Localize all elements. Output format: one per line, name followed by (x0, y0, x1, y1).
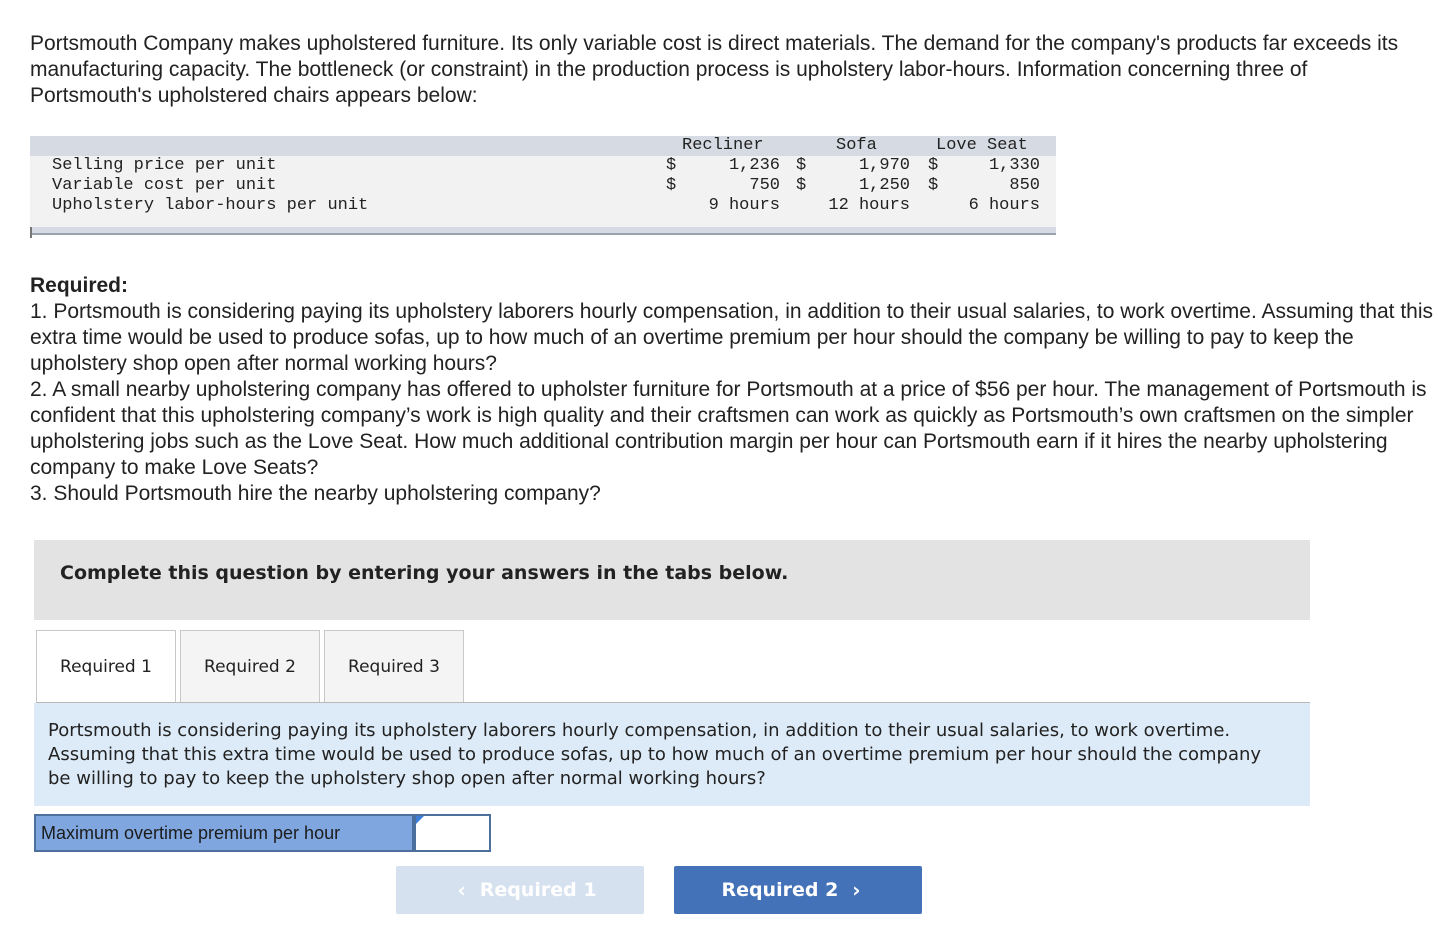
currency-symbol: $ (796, 156, 807, 175)
variable-cost-recliner: 750 (749, 176, 780, 195)
required-item-3: 3. Should Portsmouth hire the nearby upholstering company? (30, 482, 601, 505)
problem-intro: Portsmouth Company makes upholstered furniture. Its only variable cost is direct materials. The demand for the company's products far exceeds its manufacturing capacity. The bottleneck (or constraint) in the production process is upholstery labor-hours. Information concerning three of Portsmouth's upholstered chairs appears below: (30, 32, 1399, 107)
question-panel (34, 703, 1310, 806)
labor-hours-recliner: 9 hours (708, 196, 780, 215)
question-text: Portsmouth is considering paying its upholstery laborers hourly compensation, in addition to their usual salaries, to work overtime. Assuming that this extra time would be used to produce sofas, up to how much of an overtime premium per hour should the company be willing to pay to keep the upholstery shop open after normal working hours? (48, 720, 1262, 789)
data-table (30, 136, 1056, 238)
currency-symbol: $ (666, 156, 677, 175)
currency-symbol: $ (928, 156, 939, 175)
tab-required-3[interactable]: Required 3 (324, 630, 464, 703)
labor-hours-love-seat: 6 hours (968, 196, 1040, 215)
input-flag-icon (416, 816, 424, 824)
column-header-recliner: Recliner (682, 136, 764, 155)
selling-price-love-seat: 1,330 (988, 156, 1040, 175)
variable-cost-love-seat: 850 (1009, 176, 1040, 195)
row-label-selling-price: Selling price per unit (52, 156, 277, 175)
row-label-variable-cost: Variable cost per unit (52, 176, 277, 195)
table-header-bar (30, 136, 1056, 156)
table-footer-bar (30, 227, 1056, 235)
required-item-1: 1. Portsmouth is considering paying its upholstery laborers hourly compensation, in addition to their usual salaries, to work overtime. Assuming that this extra time would be used to produce sofas, up to how much of an overtime premium per hour should the company be willing to pay to keep the upholstery shop open after normal working hours? (30, 300, 1434, 375)
chevron-left-icon: ‹ (457, 878, 466, 902)
next-button-label: Required 2 (721, 879, 839, 901)
table-corner-mark (30, 227, 32, 238)
column-header-love-seat: Love Seat (936, 136, 1028, 155)
tab-required-2[interactable]: Required 2 (180, 630, 320, 703)
currency-symbol: $ (928, 176, 939, 195)
labor-hours-sofa: 12 hours (828, 196, 910, 215)
currency-symbol: $ (666, 176, 677, 195)
next-button[interactable] (674, 866, 922, 914)
row-label-labor-hours: Upholstery labor-hours per unit (52, 196, 369, 215)
prev-button-label: Required 1 (479, 879, 597, 901)
selling-price-sofa: 1,970 (858, 156, 910, 175)
column-header-sofa: Sofa (836, 136, 877, 155)
overtime-premium-input[interactable] (414, 814, 491, 852)
selling-price-recliner: 1,236 (728, 156, 780, 175)
chevron-right-icon: › (852, 878, 861, 902)
required-heading: Required: (30, 274, 129, 297)
required-section (30, 273, 1435, 507)
currency-symbol: $ (796, 176, 807, 195)
variable-cost-sofa: 1,250 (858, 176, 910, 195)
instruction-text: Complete this question by entering your answers in the tabs below. (60, 562, 789, 584)
prev-button[interactable] (396, 866, 644, 914)
tab-required-1[interactable]: Required 1 (36, 630, 176, 704)
answer-label: Maximum overtime premium per hour (34, 814, 414, 852)
instruction-banner (34, 540, 1310, 620)
required-item-2: 2. A small nearby upholstering company has offered to upholster furniture for Portsmouth at a price of $56 per hour. The management of Portsmouth is confident that this upholstering company’s work is high quality and their craftsmen can work as quickly as Portsmouth’s own craftsmen on the simpler upholstering jobs such as the Love Seat. How much additional contribution margin per hour can Portsmouth earn if it hires the nearby upholstering company to make Love Seats? (30, 378, 1427, 479)
